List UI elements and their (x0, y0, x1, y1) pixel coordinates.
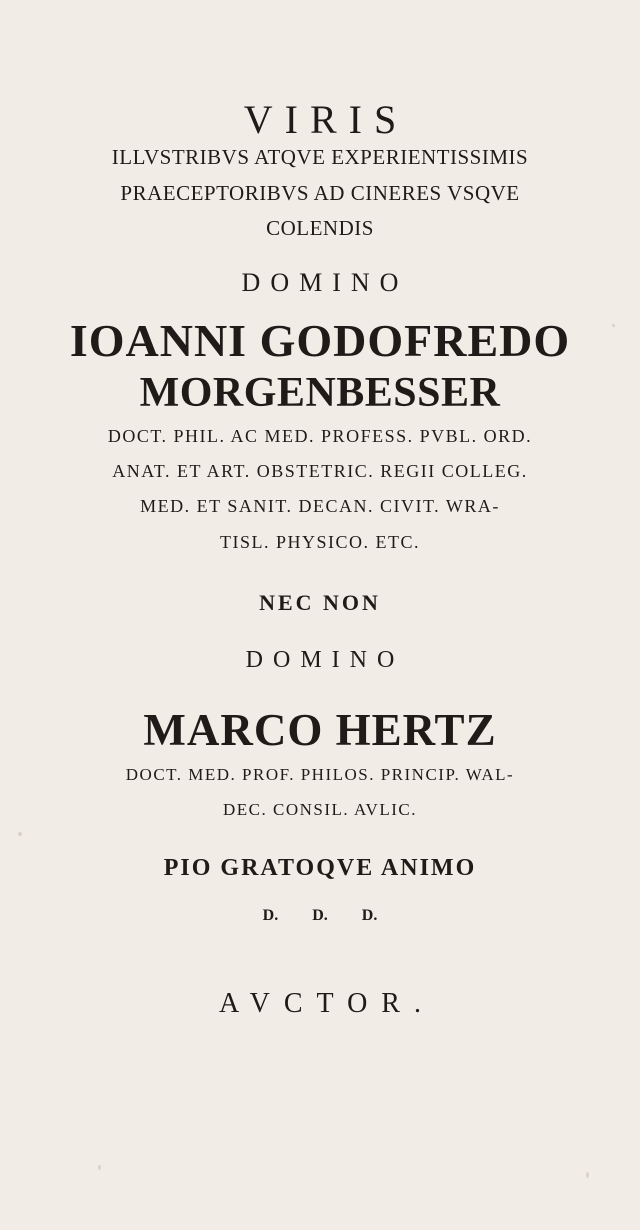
dedication-line: PRAECEPTORIBVS AD CINERES VSQVE (120, 181, 520, 205)
closing-phrase: PIO GRATOQVE ANIMO (163, 855, 477, 881)
conjunction: NEC NON (259, 590, 381, 615)
paper-blemish (612, 324, 615, 327)
honorific-second: DOMINO (245, 647, 405, 673)
dedication-line: ILLVSTRIBVS ATQVE EXPERIENTISSIMIS (111, 145, 529, 169)
paper-blemish (98, 1165, 101, 1170)
second-recipient-title-line: DEC. CONSIL. AVLIC. (223, 800, 417, 819)
paper-blemish (18, 832, 22, 836)
paper-blemish (586, 1172, 589, 1178)
first-recipient-name: IOANNI GODOFREDO (69, 315, 571, 366)
honorific-first: DOMINO (241, 268, 409, 297)
first-recipient-title-line: ANAT. ET ART. OBSTETRIC. REGII COLLEG. (112, 461, 528, 481)
first-recipient-surname: MORGENBESSER (139, 370, 501, 416)
first-recipient-title-line: TISL. PHYSICO. ETC. (219, 532, 420, 552)
dedication-heading: VIRIS (243, 97, 409, 142)
second-recipient-name: MARCO HERTZ (143, 705, 497, 755)
dedication-line: COLENDIS (266, 216, 374, 240)
second-recipient-title-line: DOCT. MED. PROF. PHILOS. PRINCIP. WAL- (125, 765, 515, 784)
first-recipient-title-line: DOCT. PHIL. AC MED. PROFESS. PVBL. ORD. (107, 426, 533, 446)
dedicatio-formula: D. D. D. (262, 907, 378, 924)
author-signature: AVCTOR. (218, 988, 435, 1019)
first-recipient-title-line: MED. ET SANIT. DECAN. CIVIT. WRA- (140, 496, 500, 516)
